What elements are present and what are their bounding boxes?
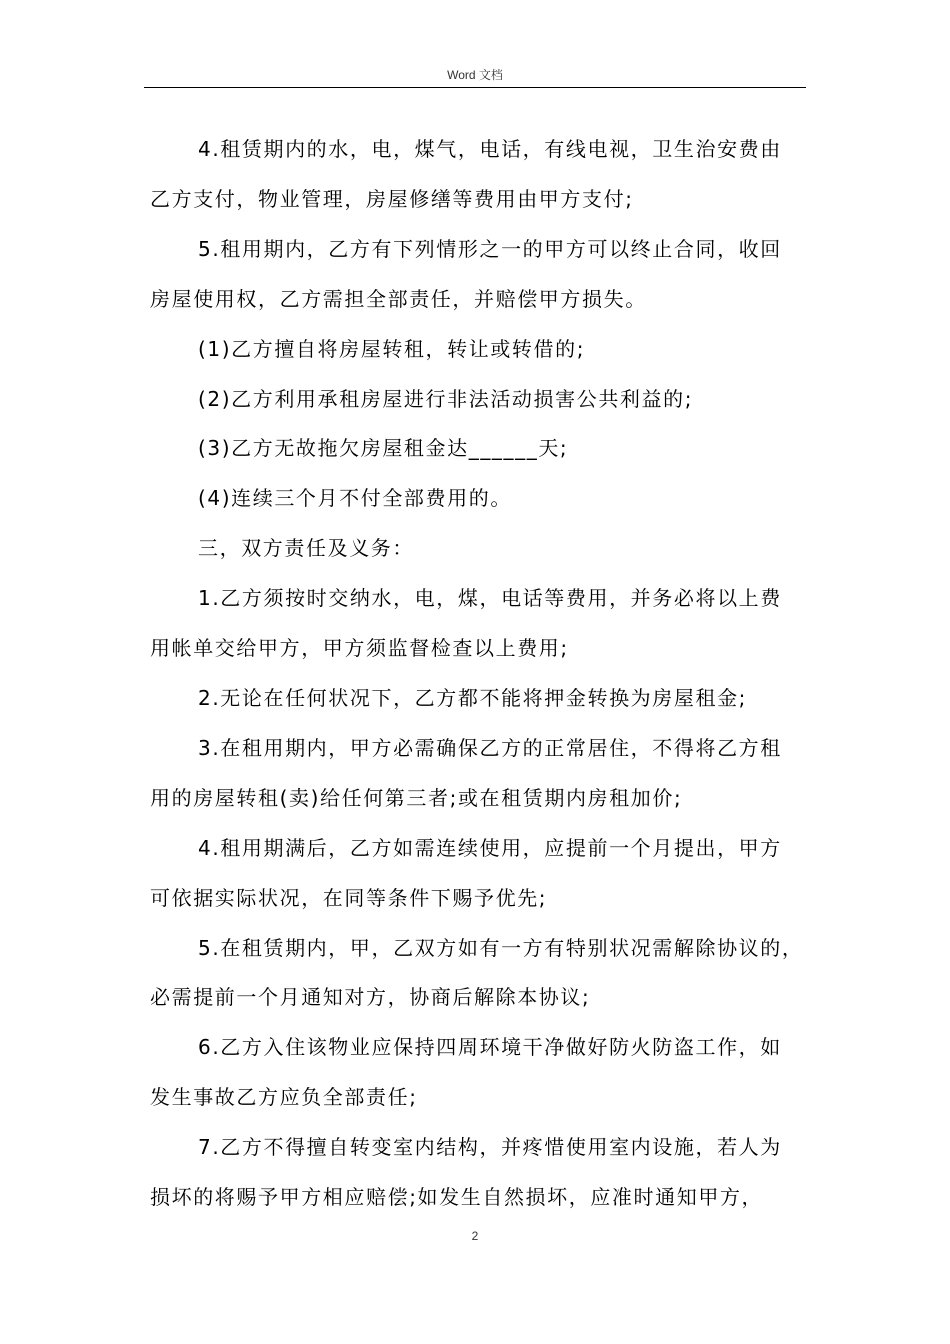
page-header [144,64,806,88]
paragraph-line: 4.租用期满后，乙方如需连续使用，应提前一个月提出，甲方 [198,835,782,860]
paragraph-line: 4.租赁期内的水，电，煤气，电话，有线电视，卫生治安费由 [198,137,782,161]
paragraph-line: (1)乙方擅自将房屋转租，转让或转借的; [198,336,586,361]
paragraph-line: 2.无论在任何状况下，乙方都不能将押金转换为房屋租金; [198,685,748,710]
document-body [150,125,810,1223]
paragraph-line: (4)连续三个月不付全部费用的。 [198,486,512,511]
paragraph [150,375,810,425]
paragraph-line: (3)乙方无故拖欠房屋租金达______天; [198,436,569,461]
paragraph-line: (2)乙方利用承租房屋进行非法活动损害公共利益的; [198,386,694,411]
paragraph-line: 可依据实际状况，在同等条件下赐予优先; [150,885,548,910]
page-number: 2 [471,1229,479,1243]
section-heading-text: 三，双方责任及义务： [198,536,414,561]
paragraph-line: 6.乙方入住该物业应保持四周环境干净做好防火防盗工作，如 [198,1035,782,1060]
paragraph-line: 5.租用期内，乙方有下列情形之一的甲方可以终止合同，收回 [198,236,782,261]
paragraph [150,424,810,474]
paragraph [150,724,810,824]
paragraph-line: 1.乙方须按时交纳水，电，煤，电话等费用，并务必将以上费 [198,586,782,611]
paragraph-line: 房屋使用权，乙方需担全部责任，并赔偿甲方损失。 [150,286,647,311]
paragraph [150,474,810,524]
paragraph [150,924,810,1024]
paragraph-line: 用的房屋转租(卖)给任何第三者;或在租赁期内房租加价; [150,785,683,810]
paragraph [150,574,810,674]
paragraph-line: 必需提前一个月通知对方，协商后解除本协议; [150,985,591,1010]
paragraph [150,824,810,924]
paragraph [150,325,810,375]
header-title: Word 文档 [447,68,503,82]
paragraph [150,225,810,325]
paragraph-line: 发生事故乙方应负全部责任; [150,1085,418,1110]
paragraph-line: 3.在租用期内，甲方必需确保乙方的正常居住，不得将乙方租 [198,735,782,760]
paragraph-line: 损坏的将赐予甲方相应赔偿;如发生自然损坏，应准时通知甲方， [150,1185,764,1210]
paragraph-line: 7.乙方不得擅自转变室内结构，并疼惜使用室内设施，若人为 [198,1135,782,1160]
section-heading [150,524,810,574]
paragraph-line: 用帐单交给甲方，甲方须监督检查以上费用; [150,636,569,661]
paragraph-line: 乙方支付，物业管理，房屋修缮等费用由甲方支付; [150,186,634,211]
paragraph [150,674,810,724]
paragraph [150,1123,810,1223]
paragraph [150,1023,810,1123]
paragraph-line: 5.在租赁期内，甲，乙双方如有一方有特别状况需解除协议的， [198,935,804,960]
paragraph [150,125,810,225]
